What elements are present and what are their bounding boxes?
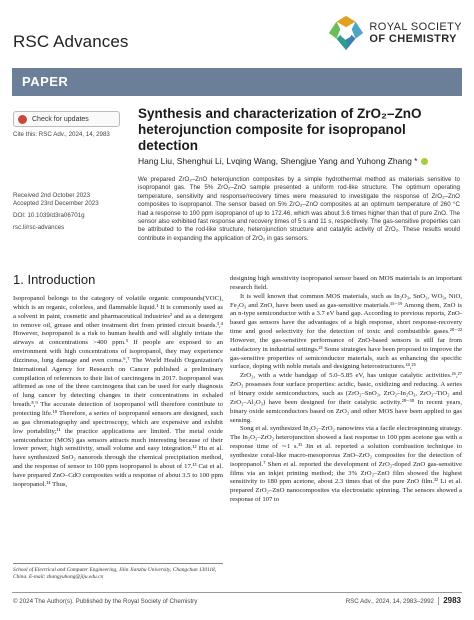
footer-divider	[12, 592, 462, 593]
doi-link[interactable]: DOI: 10.1039/d3ra06701g	[13, 212, 85, 219]
publisher-name-line1: ROYAL SOCIETY	[369, 21, 462, 33]
article-type-label: PAPER	[22, 74, 69, 89]
right-column	[230, 275, 462, 505]
copyright-notice: © 2024 The Author(s). Published by the Royal Society of Chemistry	[13, 598, 198, 605]
footer-citation: RSC Adv., 2024, 14, 2983–2992	[345, 598, 434, 605]
left-column	[13, 295, 223, 490]
check-for-updates-label: Check for updates	[32, 115, 89, 123]
article-type-banner	[12, 68, 462, 96]
journal-url-link[interactable]: rsc.li/rsc-advances	[13, 224, 65, 231]
abstract	[138, 176, 460, 243]
page-number-value: 2983	[443, 596, 461, 605]
journal-name: RSC Advances	[13, 32, 129, 51]
accepted-date: Accepted 23rd December 2023	[13, 200, 99, 207]
right-paragraph-3: ZrO₂, with a wide bandgap of 5.0–5.85 eV, has unique catalytic activities.²⁶,²⁷ ZrO₂ possesses four surface properties: acidic, basic, oxidizing and reducing. A series of binary oxide semiconductors, such as (ZrO₂–SnO₂, ZrO₂–In₂O₃, ZrO₂–TiO₂ and ZrO₂–Al₂O₃) have been designed for their catalytic activity.²⁸⁻³⁰ In recent years, binary oxide semiconductors based on ZrO₂ and other MOS have been applied to gas sensing.	[230, 372, 462, 424]
citation: Cite this: RSC Adv., 2024, 14, 2983	[13, 131, 110, 138]
page-number	[438, 596, 461, 605]
author-list	[138, 156, 428, 166]
footnote-divider	[13, 563, 223, 564]
rsc-logo-icon	[327, 14, 365, 52]
received-date: Received 2nd October 2023	[13, 192, 91, 199]
page-number-separator	[438, 597, 439, 605]
article-dates	[13, 192, 131, 232]
section-heading-introduction: 1. Introduction	[13, 272, 96, 287]
orcid-icon[interactable]	[421, 158, 428, 165]
right-paragraph-1: designing high sensitivity isopropanol sensor based on MOS materials is an important research field.	[230, 275, 462, 291]
update-check-icon	[18, 115, 27, 124]
abstract-text: We prepared ZrO₂–ZnO heterojunction composites by a simple hydrothermal method as materials sensitive to isopropanol gas. The 5% ZrO₂–ZnO sample presented a uniform rod-like structure. The optimum operating temperature, sensitivity and response/recovery times were measured to investigate the response of ZrO₂–ZnO composites to isopropanol. The sensor based on 5% ZrO₂–ZnO composites at an optimum temperature of 260 °C had a response to 100 ppm isopropanol of up to 172.46, which was about 3.6 times higher than that of pure ZnO. The sensor also exhibited fast response and recovery times of 5 s and 11 s, respectively. The gas-sensitive properties can be attributed to the rod-like structure, heterojunction structure and catalytic activity of ZrO₂. These results would contribute in expanding the application of ZrO₂ in gas sensors.	[138, 176, 460, 242]
check-for-updates-button[interactable]	[13, 111, 120, 127]
affiliation-footnote: School of Electrical and Computer Engineering, Jilin Jianzhu University, Changchun 130118, China. E-mail: zhangyuhong@jlju.edu.cn	[13, 567, 217, 580]
article-title: Synthesis and characterization of ZrO₂–ZnO heterojunction composite for isopropanol detection	[138, 106, 422, 153]
right-paragraph-2: It is well known that common MOS materials, such as In₂O₃, SnO₂, WO₃, NiO, Fe₂O₃ and ZnO, have been used as gas-sensitive materials.¹⁵⁻¹⁹ Among them, ZnO is an n-type semiconductor with a 3.7 eV band gap. According to previous reports, ZnO-based gas sensors have the advantages of a high response, short response-recovery time and good selectivity for the detection of toxic and combustible gases.²⁰⁻²² However, the gas-sensitive performance of ZnO-based sensors is still far from satisfactory in industrial settings.²³ Some strategies have been proposed to improve the gas-sensitive properties of semiconductor materials, such as enhancing the specific surface, doping with noble metals and designing heterostructures.²⁴,²⁵	[230, 292, 462, 371]
authors-text: Hang Liu, Shenghui Li, Lvqing Wang, Shengjue Yang and Yuhong Zhang *	[138, 156, 418, 166]
right-paragraph-4: Song et al. synthesized In₂O₃–ZrO₂ nanowires via a facile electrospinning strategy. The In₂O₃–ZrO₂ heterojunction showed a fast response to 100 ppm acetone gas with a response time of ∼1 s.³¹ Jin et al. reported a solution combustion technique to synthesize coral-like macro-mesoporous ZnO–ZrO₂ composites for the detection of isopropanol.⁷ Shen et al. reported the development of ZrO₂-doped ZnO gas-sensitive films via an inkjet printing method; the 3% ZrO₂–ZnO film showed the highest sensitivity to 180 ppm acetone, about 2.3 times that of the pure ZnO film.³² Li et al. prepared ZrO₂–ZnO nanocomposites via electrostatic spinning. The sensors showed a response of 107 to	[230, 425, 462, 504]
publisher-logo-block[interactable]	[327, 14, 462, 52]
left-paragraph-1: Isopropanol belongs to the category of volatile organic compounds(VOC), which is an organic, colorless, and flammable liquid.¹ It is commonly used as a solvent in paint, cosmetic and pharmaceutical industries² and as a detergent to remove oil, grease and other treatment dirt from printed circuit boards.³,⁴ However, isopropanol is a risk to human health and will slightly irritate the airways at concentrations >400 ppm.⁵ If people are exposed to an environment with high concentrations of isopropanol, they may experience dizziness, lung damage and even coma.⁶,⁷ The World Health Organization's International Agency for Research on Cancer published a preliminary compilation of references to their list of carcinogens in 2017. Isopropanol was affirmed as one of the three carcinogens that can be used for early diagnosis of lung cancer by detecting changes in their concentrations in exhaled breath.⁸,⁹ The accurate detection of isopropanol will therefore contribute to protecting life.¹⁰ Therefore, a series of isopropanol sensors are designed, such as gas chromatography and spectroscopy, which are expensive and exhibit low portability;¹¹ the practice applications are limited. The metal oxide semiconductor (MOS) gas sensors attracts much interesting because of their lower power, high sensitivity, small volume and easy integration.¹² Hu et al. have synthesized SnO₂ nanorods through the chemical precipitation method, and the response of sensor to 100 ppm isopropanol is about of 17.¹³ Cai et al. have prepared ZnO–CdO composites with a response of about 3.5 to 100 ppm isopropanol.¹⁴ Thus,	[13, 295, 223, 488]
publisher-name-line2: OF CHEMISTRY	[369, 33, 457, 45]
